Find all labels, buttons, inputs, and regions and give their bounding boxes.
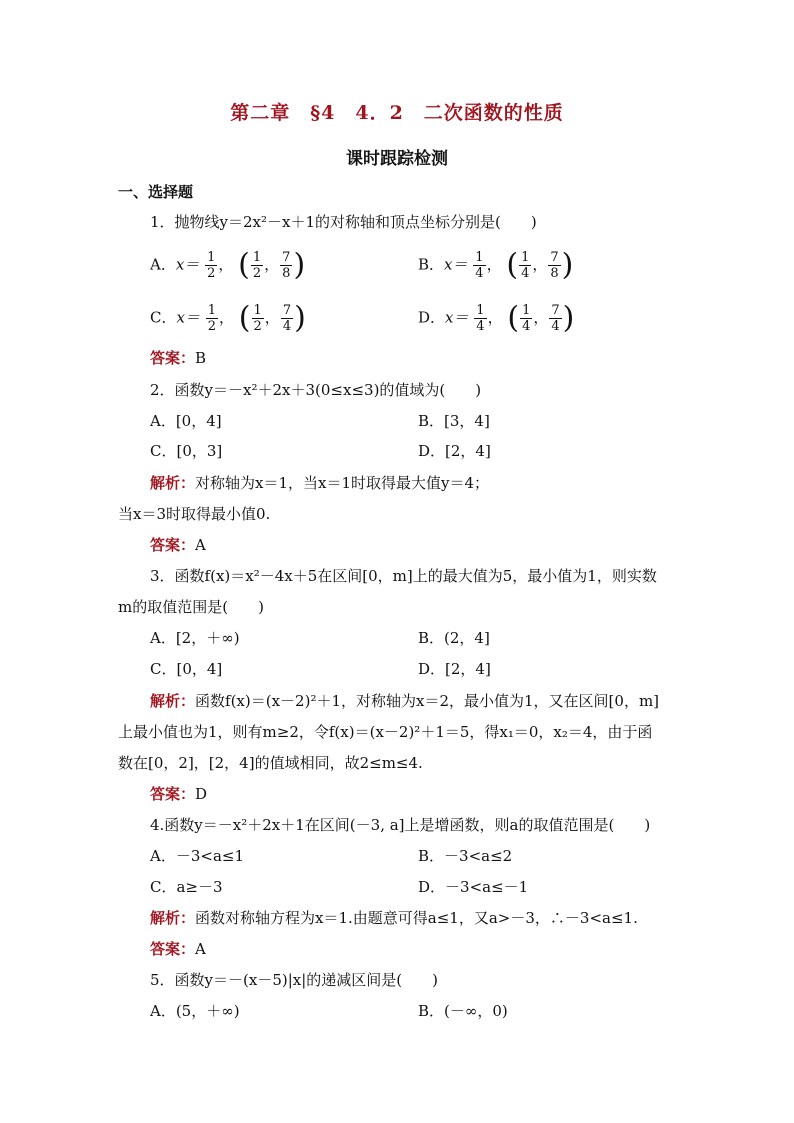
q1-stem: 1．抛物线y＝2x²－x＋1的对称轴和顶点坐标分别是( ) <box>150 213 537 231</box>
q4-option-a: A．－3<a≤1 <box>150 847 244 865</box>
q4-option-b: B．－3<a≤2 <box>418 847 513 865</box>
q2-answer: 答案：A <box>150 536 206 554</box>
q5-stem: 5．函数y＝－(x－5)|x|的递减区间是( ) <box>150 971 438 989</box>
q3-analysis-line3: 数在[0，2]，[2，4]的值域相同，故2≤m≤4. <box>118 754 423 772</box>
q5-option-b: B．(－∞，0) <box>418 1002 508 1020</box>
q4-analysis: 解析：函数对称轴方程为x＝1.由题意可得a≤1，又a>－3，∴－3<a≤1. <box>150 909 638 927</box>
q2-analysis-continued: 当x＝3时取得最小值0. <box>118 505 271 523</box>
q2-option-b: B．[3，4] <box>418 412 490 430</box>
fraction: $\frac{1}{4}$ <box>521 250 530 281</box>
q3-option-c: C．[0，4] <box>150 660 223 678</box>
q1-option-a: A．x＝ $\frac{1}{2}$ ， ( $\frac{1}{2}$ ， $\frac{7}{8}$ ) <box>150 247 306 283</box>
q3-stem: 3．函数f(x)＝x²－4x＋5在区间[0，m]上的最大值为5，最小值为1，则实数 <box>150 567 657 585</box>
fraction: $\frac{1}{2}$ <box>253 303 262 334</box>
q1-answer: 答案：B <box>150 349 207 367</box>
fraction: $\frac{1}{4}$ <box>475 250 484 281</box>
q3-answer: 答案：D <box>150 785 208 803</box>
q1-option-d: D．x＝ $\frac{1}{4}$ ， ( $\frac{1}{4}$ ， $\frac{7}{4}$ ) <box>418 300 575 336</box>
q3-option-d: D．[2，4] <box>418 660 491 678</box>
fraction: $\frac{1}{2}$ <box>207 250 216 281</box>
q2-option-a: A．[0，4] <box>150 412 222 430</box>
chapter-title: 第二章 §4 4．2 二次函数的性质 <box>230 102 564 124</box>
q3-analysis-line2: 上最小值也为1，则有m≥2，令f(x)＝(x－2)²＋1＝5，得x₁＝0，x₂＝4，由于函 <box>118 723 653 741</box>
q3-option-b: B．(2，4] <box>418 629 490 647</box>
q3-stem-continued: m的取值范围是( ) <box>118 598 264 616</box>
q4-stem: 4.函数y＝－x²＋2x＋1在区间(－3, a]上是增函数，则a的取值范围是( ) <box>150 816 651 834</box>
q1-option-b: B．x＝ $\frac{1}{4}$ ， ( $\frac{1}{4}$ ， $\frac{7}{8}$ ) <box>418 247 574 283</box>
fraction: $\frac{7}{4}$ <box>551 303 560 334</box>
q3-option-a: A．[2，＋∞) <box>150 629 240 647</box>
fraction: $\frac{7}{8}$ <box>282 250 291 281</box>
section-heading: 一、选择题 <box>118 183 194 201</box>
fraction: $\frac{7}{8}$ <box>550 250 559 281</box>
fraction: $\frac{1}{2}$ <box>207 303 217 334</box>
fraction: $\frac{1}{4}$ <box>476 303 485 334</box>
q4-answer: 答案：A <box>150 940 206 958</box>
page-subtitle: 课时跟踪检测 <box>346 149 448 169</box>
fraction: $\frac{7}{4}$ <box>282 303 292 334</box>
q3-analysis: 解析：函数f(x)＝(x－2)²＋1，对称轴为x＝2，最小值为1，又在区间[0，m] <box>150 692 660 710</box>
fraction: $\frac{1}{4}$ <box>522 303 531 334</box>
q1-option-c: C．x＝ $\frac{1}{2}$ ， ( $\frac{1}{2}$ ， $\frac{7}{4}$ ) <box>150 300 306 336</box>
q2-option-d: D．[2，4] <box>418 442 491 460</box>
q2-analysis: 解析：对称轴为x＝1，当x＝1时取得最大值y＝4； <box>150 474 490 492</box>
q5-option-a: A．(5，＋∞) <box>150 1002 240 1020</box>
q2-option-c: C．[0，3] <box>150 442 223 460</box>
q4-option-d: D．－3<a≤－1 <box>418 878 529 896</box>
q2-stem: 2．函数y＝－x²＋2x＋3(0≤x≤3)的值域为( ) <box>150 381 482 399</box>
q4-option-c: C．a≥－3 <box>150 878 223 896</box>
fraction: $\frac{1}{2}$ <box>252 250 262 281</box>
